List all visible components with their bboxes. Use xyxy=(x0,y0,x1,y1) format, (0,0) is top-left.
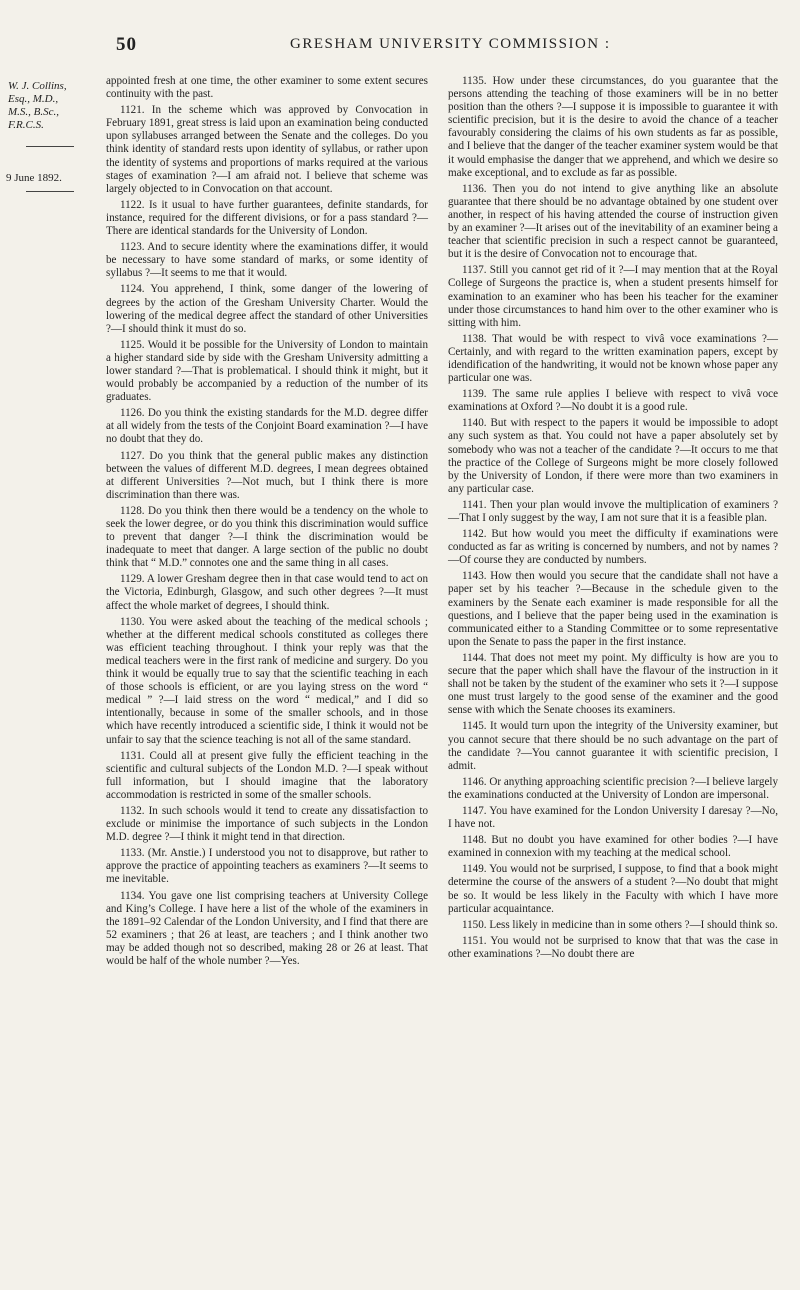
witness-line: Esq., M.D., xyxy=(8,93,59,105)
paragraph: 1129. A lower Gresham degree then in that case would tend to act on the Victoria, Edinburgh, Glasgow, and such other degrees ?—It must affect the whole market of degrees, I should think. xyxy=(106,573,428,612)
paragraph: 1140. But with respect to the papers it would be impossible to adopt any such system as that. You could not have a paper absolutely set by somebody who was not a teacher of the candidate ?—It occurs to me that the practice of the College of Surgeons might be more closely followed by the University of London, if there were more than two examiners in any particular case. xyxy=(448,417,778,495)
page-number: 50 xyxy=(116,34,137,55)
left-column xyxy=(106,75,428,971)
paragraph: 1122. Is it usual to have further guarantees, definite standards, for instance, required for the different divisions, or for a pass standard ?—There are identical standards for the University of London. xyxy=(106,198,428,238)
paragraph: 1133. (Mr. Anstie.) I understood you not to disapprove, but rather to approve the practice of appointing teachers as examiners ?—It seems to me inevitable. xyxy=(106,847,428,886)
paragraph: 1147. You have examined for the London University I daresay ?—No, I have not. xyxy=(448,804,778,831)
paragraph: 1145. It would turn upon the integrity of the University examiner, but you cannot secure that there should be no such advantage on the part of the candidate ?—You cannot guarantee it with scientific precision, I admit. xyxy=(448,720,778,772)
right-column xyxy=(448,75,778,964)
paragraph: 1134. You gave one list comprising teachers at University College and King’s College. I have here a list of the whole of the examiners in the 1891–92 Calendar of the London University, and I find that there are 52 examiners ; that 26 at least, are teachers ; and I think another two may be added though not so described, making 28 or 26 at least. That would be half of the whole number ?—Yes. xyxy=(106,889,428,967)
paragraph: 1128. Do you think then there would be a tendency on the whole to seek the lower degree, or do you think this discrimination would suffice to prevent that danger ?—I think the discrimination would be inadequate to meet that danger. A large section of the public no doubt think that “ M.D.” connotes one and the same thing in all cases. xyxy=(106,504,428,570)
paragraph: 1130. You were asked about the teaching of the medical schools ; whether at the different medical schools constituted as colleges there was efficient teaching throughout. I think your reply was that the medical teachers were in the first rank of medicine and surgery. Do you think it would be equally true to say that the scientific teaching in each of those schools is efficient, or are you laying stress on the word “ medical ” ?—I laid stress on the word “ medical,” and I did so intentionally, because in some of the smaller schools, and in those which have recently introduced a scientific side, I think it would not be unfair to say that the science teaching is not all of the same standard. xyxy=(106,615,428,746)
paragraph: 1131. Could all at present give fully the efficient teaching in the scientific and cultural subjects of the London M.D. ?—I speak without full information, but I should imagine that the laboratory accommodation is restricted in some of the smaller schools. xyxy=(106,749,428,801)
paragraph: 1139. The same rule applies I believe with respect to vivâ voce examinations at Oxford ?—No doubt it is a good rule. xyxy=(448,388,778,414)
paragraph: 1121. In the scheme which was approved by Convocation in February 1891, great stress is laid upon an examination being conducted upon syllabuses arranged between the Senate and the colleges. Do you think identity of standard rests upon identity of syllabus, or rather upon the identity of systems and proportions of marks required at the various stages of examination ?—I am afraid not. I believe that scheme was largely objected to in Convocation on that account. xyxy=(106,104,428,195)
paragraph: 1123. And to secure identity where the examinations differ, it would be necessary to have some standard of marks, or some identity of syllabus ?—It seems to me that it would. xyxy=(106,241,428,280)
paragraph: 1126. Do you think the existing standards for the M.D. degree differ at all widely from the tests of the Conjoint Board examination ?—I have no doubt that they do. xyxy=(106,407,428,446)
margin-rule xyxy=(26,146,74,147)
paragraph: 1151. You would not be surprised to know that that was the case in other examinations ?—No doubt there are xyxy=(448,934,778,960)
witness-line: M.S., B.Sc., xyxy=(8,106,60,118)
page-header xyxy=(100,34,790,56)
paragraph: 1146. Or anything approaching scientific precision ?—I believe largely the examinations conducted at the University of London are impersonal. xyxy=(448,775,778,801)
paragraph: 1138. That would be with respect to vivâ voce examinations ?—Certainly, and with regard to the written examination papers, except by idendification of the handwriting, it would not be known whose paper any particular one was. xyxy=(448,332,778,385)
paragraph: 1137. Still you cannot get rid of it ?—I may mention that at the Royal College of Surgeons the practice is, when a student presents himself for examination to an examiner who has been his teacher for the examiner under those circumstances to hand him over to the other examiner who is sitting with him. xyxy=(448,264,778,329)
paragraph: 1150. Less likely in medicine than in some others ?—I should think so. xyxy=(462,918,778,931)
paragraph: 1125. Would it be possible for the University of London to maintain a higher standard side by side with the Gresham University admitting a lower standard ?—That is problematical. I should think it might, but it would probably be accompanied by a reduction of the number of its graduates. xyxy=(106,338,428,404)
paragraph: 1144. That does not meet my point. My difficulty is how are you to secure that the paper which shall have the flavour of the instruction in it shall not be taken by the student of the examiner who sets it ?—I suppose one must trust largely to the good sense of the examiner and the good sense with which the Senate chooses its examiners. xyxy=(448,651,778,717)
paragraph: 1142. But how would you meet the difficulty if examinations were conducted as far as writing is concerned by numbers, and not by names ?—Of course they are conducted by numbers. xyxy=(448,528,778,567)
witness-line: F.R.C.S. xyxy=(8,119,44,131)
paragraph: 1127. Do you think that the general public makes any distinction between the values of different M.D. degrees, I mean degrees obtained at different Universities ?—Not much, but I think there is more discrimination than there was. xyxy=(106,449,428,501)
paragraph: 1143. How then would you secure that the candidate shall not have a paper set by his teacher ?—Because in the schedule given to the examiners by the Senate each examiner is made responsible for all the questions, and I believe that the paper being used in the examination is communicated either to a Standing Committee or to some representative upon the Senate to pass the paper in the first instance. xyxy=(448,570,778,648)
paragraph: 1148. But no doubt you have examined for other bodies ?—I have examined in connexion with my teaching at the medical school. xyxy=(448,834,778,860)
paragraph: appointed fresh at one time, the other examiner to some extent secures continuity with the past. xyxy=(106,75,428,101)
paragraph: 1135. How under these circumstances, do you guarantee that the persons attending the teaching of those examiners will be in no better position than the others ?—I suppose it is impossible to guarantee it with scientific precision, but it is the desire to avoid the chance of a teacher favourably considering the claims of his own students as far as possible, and I believe that the danger of the teacher examiner system would be that it would emphasise the danger that we apprehend, and which we desire so make exceptional, and to exclude as far as possible. xyxy=(448,75,778,179)
paragraph: 1124. You apprehend, I think, some danger of the lowering of degrees by the action of the Gresham University Charter. Would the lowering of the medical degree affect the standard of other Universities ?—I should think it must do so. xyxy=(106,283,428,335)
paragraph: 1132. In such schools would it tend to create any dissatisfaction to exclude or minimise the importance of such subjects in the London M.D. degree ?—I think it might tend in that direction. xyxy=(106,804,428,844)
paragraph: 1141. Then your plan would invove the multiplication of examiners ?—That I only suggest by the way, I am not sure that it is a feasible plan. xyxy=(448,498,778,524)
hearing-date: 9 June 1892. xyxy=(6,172,62,184)
paragraph: 1149. You would not be surprised, I suppose, to find that a book might determine the course of the answers of a student ?—No doubt that might be so. It would be less likely in the Faculty with which I have more particular acquaintance. xyxy=(448,863,778,915)
witness-margin-note xyxy=(8,80,96,132)
running-title: GRESHAM UNIVERSITY COMMISSION : xyxy=(290,36,611,52)
witness-line: W. J. Collins, xyxy=(8,80,67,92)
margin-rule xyxy=(26,191,74,192)
paragraph: 1136. Then you do not intend to give anything like an absolute guarantee that there should be no advantage obtained by one student over another, in respect of his having attended the course of instruction given by an examiner ?—It arises out of the inevitability of an examiner being a teacher that scientific precision in such a respect cannot be guaranteed, but it is the desire of Convocation not to encourage that. xyxy=(448,182,778,261)
